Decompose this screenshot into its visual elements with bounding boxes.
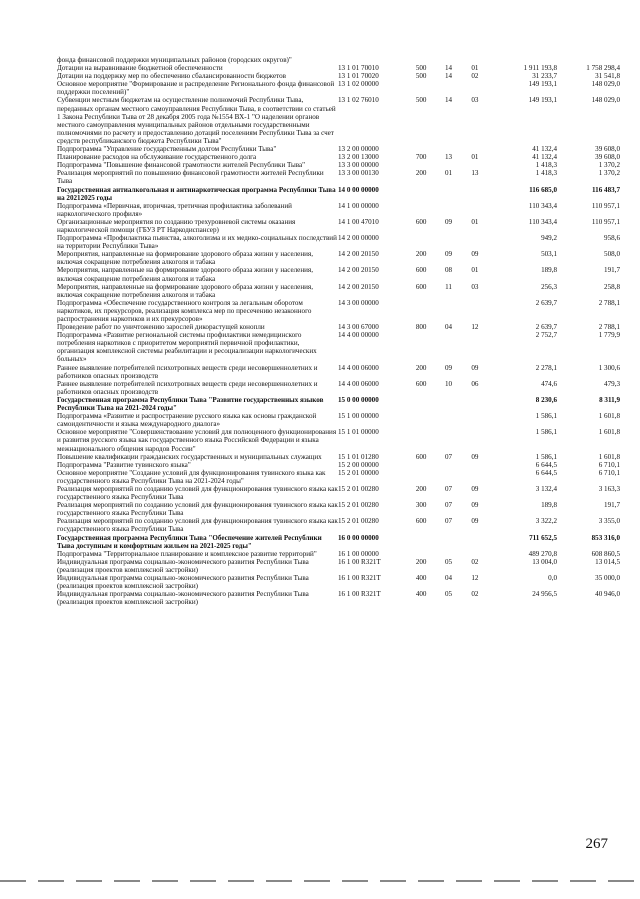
row-code: 13 2 00 00000 bbox=[337, 145, 379, 154]
row-code: 16 1 00 R321T bbox=[337, 557, 381, 566]
row-name: Дотации на поддержку мер по обеспечению сбалансированности бюджетов bbox=[57, 72, 287, 81]
table-row bbox=[57, 283, 620, 299]
table-row bbox=[57, 64, 620, 72]
row-code: 13 1 01 70010 bbox=[337, 64, 379, 73]
row-name: Реализация мероприятий по повышению финансовой грамотности жителей Республики Тыва bbox=[57, 169, 324, 186]
row-subsection bbox=[461, 412, 489, 428]
row-subsection: 13 bbox=[471, 169, 479, 178]
row-section bbox=[436, 299, 460, 323]
row-expense-type: 600 bbox=[415, 517, 427, 526]
row-expense-type: 600 bbox=[415, 282, 427, 291]
row-subsection bbox=[461, 80, 489, 96]
row-amount-year-2: 1 370,2 bbox=[598, 169, 620, 178]
row-code: 14 4 00 00000 bbox=[337, 331, 379, 340]
row-amount-year-2: 1 601,8 bbox=[598, 452, 620, 461]
row-name: Подпрограмма «Профилактика пьянства, алкоголизма и их медико-социальных последствий на территории Республики Тыва» bbox=[57, 234, 337, 251]
table-row bbox=[57, 186, 620, 202]
row-amount-year-1: 41 132,4 bbox=[532, 145, 558, 154]
row-name: Государственная программа Республики Тыва "Обеспечение жителей Республики Тыва доступным и комфортным жильем на 2021-2025 годы" bbox=[57, 533, 322, 550]
row-code: 15 2 01 00000 bbox=[337, 468, 379, 477]
row-amount-year-2: 110 957,1 bbox=[591, 201, 620, 210]
row-subsection bbox=[461, 299, 489, 323]
row-expense-type bbox=[406, 461, 436, 469]
row-subsection bbox=[461, 202, 489, 218]
row-subsection bbox=[461, 186, 489, 202]
row-code: 14 3 00 00000 bbox=[337, 298, 379, 307]
row-subsection: 09 bbox=[471, 484, 479, 493]
row-section: 07 bbox=[444, 484, 453, 493]
row-expense-type bbox=[406, 56, 436, 64]
row-code: 13 3 00 00130 bbox=[337, 169, 379, 178]
row-expense-type: 600 bbox=[415, 217, 427, 226]
row-section: 04 bbox=[444, 323, 453, 332]
table-row bbox=[57, 202, 620, 218]
row-code: 15 2 01 00280 bbox=[337, 517, 379, 526]
row-section: 07 bbox=[444, 501, 453, 510]
row-section bbox=[436, 186, 460, 202]
row-expense-type: 200 bbox=[415, 557, 427, 566]
table-row bbox=[57, 145, 620, 153]
row-amount-year-1: 149 193,1 bbox=[528, 80, 558, 89]
row-section bbox=[436, 331, 460, 363]
row-name: Раннее выявление потребителей психотропных веществ среди несовершеннолетних и работников опасных производств bbox=[57, 379, 318, 396]
row-name: Реализация мероприятий по созданию условий для функционирования тувинского языка как государственного языка Республики Тыва bbox=[57, 517, 338, 534]
row-code: 15 1 01 00000 bbox=[337, 428, 379, 437]
row-amount-year-1: 24 956,5 bbox=[532, 590, 558, 599]
row-subsection bbox=[461, 331, 489, 363]
row-code bbox=[338, 56, 406, 64]
row-amount-year-1: 0,0 bbox=[548, 574, 558, 582]
row-amount-year-2: 110 957,1 bbox=[591, 217, 620, 226]
row-amount-year-2: 39 608,0 bbox=[595, 145, 620, 154]
row-amount-year-2: 191,7 bbox=[604, 266, 620, 275]
row-subsection bbox=[461, 469, 489, 485]
row-amount-year-1: 3 132,4 bbox=[535, 484, 558, 493]
row-code: 14 2 00 20150 bbox=[337, 282, 379, 291]
row-expense-type bbox=[406, 234, 436, 250]
row-name: Индивидуальная программа социально-экономического развития Республики Тыва (реализация проектов комплексной застройки) bbox=[57, 557, 309, 574]
row-expense-type: 400 bbox=[415, 590, 427, 599]
row-name: Основное мероприятие "Создание условий для функционирования тувинского языка как государственного языка Республики Тыва на 2021-2024 годы" bbox=[57, 468, 326, 485]
row-amount-year-1: 13 004,0 bbox=[532, 557, 558, 566]
row-code: 14 3 00 67000 bbox=[337, 323, 379, 332]
table-row bbox=[57, 469, 620, 485]
row-code: 13 1 01 70020 bbox=[337, 72, 379, 81]
row-amount-year-1: 711 652,5 bbox=[529, 533, 558, 542]
table-row bbox=[57, 331, 620, 363]
table-row bbox=[57, 501, 620, 517]
row-amount-year-2: 1 601,8 bbox=[598, 412, 620, 421]
row-amount-year-2: 148 029,0 bbox=[591, 96, 620, 105]
row-section bbox=[436, 550, 460, 558]
row-section: 09 bbox=[444, 363, 453, 372]
row-code: 15 1 01 01280 bbox=[337, 452, 379, 461]
row-amount-year-2: 13 014,5 bbox=[595, 557, 620, 566]
row-expense-type: 600 bbox=[415, 266, 427, 275]
row-subsection: 09 bbox=[471, 501, 479, 510]
row-expense-type bbox=[406, 428, 436, 452]
row-section bbox=[436, 234, 460, 250]
row-subsection bbox=[461, 534, 489, 550]
row-amount-year-2 bbox=[557, 56, 620, 64]
row-section bbox=[436, 461, 460, 469]
row-subsection bbox=[461, 56, 489, 64]
row-name: Дотации на выравнивание бюджетной обеспеченности bbox=[57, 64, 223, 73]
row-section: 14 bbox=[444, 72, 453, 81]
row-amount-year-2: 1 300,6 bbox=[598, 363, 620, 372]
row-amount-year-1: 8 230,6 bbox=[535, 395, 558, 404]
row-amount-year-2: 8 311,9 bbox=[599, 395, 620, 404]
row-name: Государственная программа Республики Тыва "Развитие государственных языков Республики Тыва на 2021-2024 годы" bbox=[57, 395, 324, 413]
row-name: Раннее выявление потребителей психотропных веществ среди несовершеннолетних и работников опасных производств bbox=[57, 363, 318, 380]
table-row bbox=[57, 96, 620, 145]
row-amount-year-1: 1 418,3 bbox=[535, 169, 558, 178]
table-row bbox=[57, 266, 620, 282]
row-code: 14 0 00 00000 bbox=[337, 185, 379, 194]
row-amount-year-1: 1 586,1 bbox=[535, 412, 558, 421]
row-code: 16 1 00 R321T bbox=[337, 590, 381, 599]
row-name: Проведение работ по уничтожению зарослей дикорастущей конопли bbox=[57, 323, 265, 332]
row-name: Повышение квалификации гражданских государственных и муниципальных служащих bbox=[57, 452, 322, 461]
table-row bbox=[57, 534, 620, 550]
row-section: 09 bbox=[444, 250, 453, 259]
row-name: Подпрограмма «Первичная, вторичная, третичная профилактика заболеваний наркологического профиля» bbox=[57, 201, 292, 218]
row-amount-year-2: 608 860,5 bbox=[591, 549, 620, 558]
row-subsection bbox=[461, 550, 489, 558]
row-name: Подпрограмма «Обеспечение государственного контроля за легальным оборотом наркотиков, их прекурсоров, реализация комплекса мер по пресечению незаконного распространения наркотиков и их прекурсоров» bbox=[57, 298, 312, 323]
row-amount-year-2: 39 608,0 bbox=[595, 153, 620, 162]
row-name: Индивидуальная программа социально-экономического развития Республики Тыва (реализация проектов комплексной застройки) bbox=[57, 574, 309, 591]
row-amount-year-2: 116 483,7 bbox=[592, 185, 620, 194]
row-code: 14 4 00 06000 bbox=[337, 363, 379, 372]
row-code: 14 2 00 20150 bbox=[337, 266, 379, 275]
row-name: Мероприятия, направленные на формирование здорового образа жизни у населения, включая сокращение потребления алкоголя и табака bbox=[57, 250, 313, 267]
row-amount-year-1: 110 343,4 bbox=[528, 217, 558, 226]
row-section: 05 bbox=[444, 590, 453, 599]
row-section: 14 bbox=[444, 96, 453, 105]
row-expense-type: 700 bbox=[415, 153, 427, 162]
row-section bbox=[436, 534, 460, 550]
row-expense-type: 500 bbox=[415, 72, 427, 81]
row-section bbox=[436, 428, 460, 452]
row-amount-year-1: 2 639,7 bbox=[535, 298, 558, 307]
row-subsection bbox=[461, 396, 489, 412]
row-subsection: 12 bbox=[471, 574, 479, 582]
row-section bbox=[436, 80, 460, 96]
row-name: Субвенции местным бюджетам на осуществление полномочий Республики Тыва, переданных органам местного самоуправления Республики Тыва, в соответствии со статьей 1 Закона Республики Тыва от 28 декабря 2005 года №1554 ВХ-1 "О наделении органов местного самоуправления муниципальных районов отдельными государственными полномочиями по расчету и предоставлению дотаций поселениям Республики Тыва за счет средств республиканского бюджета Республики Тыва" bbox=[57, 96, 336, 145]
row-amount-year-1: 41 132,4 bbox=[532, 153, 558, 162]
row-amount-year-2: 191,7 bbox=[604, 501, 620, 510]
row-name: Организационные мероприятия по созданию трехуровневой системы оказания наркологической помощи (ГБУЗ РТ Наркодиспансер) bbox=[57, 217, 296, 234]
row-amount-year-1: 149 193,1 bbox=[528, 96, 558, 105]
row-amount-year-2: 2 788,1 bbox=[598, 323, 620, 332]
row-expense-type bbox=[406, 331, 436, 363]
row-section: 01 bbox=[444, 169, 453, 178]
row-amount-year-1: 1 586,1 bbox=[535, 452, 558, 461]
table-row bbox=[57, 558, 620, 574]
row-section bbox=[436, 202, 460, 218]
row-section: 04 bbox=[444, 574, 453, 582]
footer-divider bbox=[0, 880, 640, 882]
row-amount-year-2: 40 946,0 bbox=[595, 590, 620, 599]
table-row bbox=[57, 80, 620, 96]
table-row bbox=[57, 485, 620, 501]
row-code: 15 2 00 00000 bbox=[337, 460, 379, 469]
table-row bbox=[57, 396, 620, 412]
row-expense-type bbox=[406, 80, 436, 96]
row-amount-year-1: 256,3 bbox=[541, 282, 558, 291]
row-expense-type bbox=[406, 550, 436, 558]
row-amount-year-1: 189,8 bbox=[541, 266, 558, 275]
row-section bbox=[436, 161, 460, 169]
row-subsection bbox=[461, 234, 489, 250]
row-section: 09 bbox=[444, 217, 453, 226]
row-subsection bbox=[461, 161, 489, 169]
row-expense-type bbox=[406, 412, 436, 428]
row-name: Мероприятия, направленные на формирование здорового образа жизни у населения, включая сокращение потребления алкоголя и табака bbox=[57, 282, 313, 299]
row-code: 16 0 00 00000 bbox=[337, 533, 379, 542]
row-amount-year-2: 1 370,2 bbox=[598, 161, 620, 170]
row-section: 07 bbox=[444, 517, 453, 526]
row-code: 13 2 00 13000 bbox=[337, 153, 379, 162]
row-amount-year-1: 1 418,3 bbox=[535, 161, 558, 170]
row-amount-year-2: 148 029,0 bbox=[591, 80, 620, 89]
row-name: Индивидуальная программа социально-экономического развития Республики Тыва (реализация проектов комплексной застройки) bbox=[57, 590, 309, 607]
row-subsection bbox=[461, 145, 489, 153]
row-subsection bbox=[461, 428, 489, 452]
row-amount-year-1: 1 586,1 bbox=[535, 428, 558, 437]
row-amount-year-1: 6 644,5 bbox=[535, 468, 558, 477]
row-name: Подпрограмма "Развитие тувинского языка" bbox=[57, 460, 191, 469]
row-name: Планирование расходов на обслуживание государственного долга bbox=[57, 153, 257, 162]
row-amount-year-2: 508,0 bbox=[604, 250, 620, 259]
budget-table bbox=[57, 56, 620, 606]
row-section bbox=[436, 56, 460, 64]
row-section: 14 bbox=[444, 64, 453, 73]
table-row bbox=[57, 412, 620, 428]
row-code: 14 4 00 06000 bbox=[337, 379, 379, 388]
table-row bbox=[57, 161, 620, 169]
row-section bbox=[436, 396, 460, 412]
row-section: 11 bbox=[445, 282, 452, 291]
table-row bbox=[57, 550, 620, 558]
row-amount-year-2: 1 601,8 bbox=[598, 428, 620, 437]
row-code: 13 1 02 76010 bbox=[337, 96, 379, 105]
row-section bbox=[436, 469, 460, 485]
row-expense-type bbox=[406, 534, 436, 550]
row-amount-year-2: 3 355,0 bbox=[598, 517, 620, 526]
row-name: Подпрограмма "Повышение финансовой грамотности жителей Республики Тыва" bbox=[57, 161, 306, 170]
row-code: 13 3 00 00000 bbox=[337, 161, 379, 170]
row-subsection: 02 bbox=[471, 590, 479, 599]
row-subsection: 09 bbox=[471, 363, 479, 372]
row-subsection: 03 bbox=[471, 96, 479, 105]
table-row bbox=[57, 250, 620, 266]
page-number: 267 bbox=[585, 836, 608, 852]
row-expense-type bbox=[406, 469, 436, 485]
row-code: 15 2 01 00280 bbox=[337, 501, 379, 510]
table-row bbox=[57, 364, 620, 380]
row-amount-year-1: 949,2 bbox=[541, 234, 558, 243]
row-subsection bbox=[461, 461, 489, 469]
row-name: Подпрограмма "Территориальное планирование и комплексное развитие территорий" bbox=[57, 549, 317, 558]
row-amount-year-2: 479,3 bbox=[604, 379, 620, 388]
row-amount-year-2: 35 000,0 bbox=[595, 574, 620, 582]
row-name: Подпрограмма «Развитие региональной системы профилактики немедицинского потребления наркотиков с приоритетом мероприятий первичной профилактики, организация комплексной системы реабилитации и ресоциализации наркологических больных» bbox=[57, 331, 317, 364]
row-subsection: 03 bbox=[471, 282, 479, 291]
row-amount-year-2: 3 163,3 bbox=[598, 484, 620, 493]
table-row bbox=[57, 234, 620, 250]
budget-table-body bbox=[57, 56, 620, 606]
row-amount-year-2: 31 541,8 bbox=[595, 72, 620, 81]
row-subsection: 09 bbox=[471, 250, 479, 259]
table-row bbox=[57, 153, 620, 161]
row-expense-type: 300 bbox=[415, 501, 427, 510]
row-section: 13 bbox=[444, 153, 453, 162]
row-code: 16 1 00 R321T bbox=[337, 574, 381, 582]
row-name: Подпрограмма «Развитие и распространение русского языка как основы гражданской самоидентичности и языка международного диалога» bbox=[57, 412, 317, 429]
row-amount-year-1: 2 278,1 bbox=[535, 363, 558, 372]
row-expense-type bbox=[406, 186, 436, 202]
row-code: 14 2 00 00000 bbox=[337, 234, 379, 243]
row-amount-year-1: 2 752,7 bbox=[535, 331, 558, 340]
row-subsection: 01 bbox=[471, 153, 479, 162]
row-expense-type: 500 bbox=[415, 64, 427, 73]
table-row bbox=[57, 461, 620, 469]
row-amount-year-2: 6 710,1 bbox=[598, 460, 620, 469]
table-row bbox=[57, 56, 620, 64]
table-row bbox=[57, 323, 620, 331]
row-expense-type: 400 bbox=[415, 574, 427, 582]
row-amount-year-1: 1 911 193,8 bbox=[523, 64, 558, 73]
table-row bbox=[57, 428, 620, 452]
row-section bbox=[436, 412, 460, 428]
row-amount-year-2: 853 316,0 bbox=[591, 533, 620, 542]
table-row bbox=[57, 299, 620, 323]
row-code: 15 0 00 00000 bbox=[337, 395, 379, 404]
row-expense-type: 600 bbox=[415, 452, 427, 461]
table-row bbox=[57, 72, 620, 80]
row-name: Реализация мероприятий по созданию условий для функционирования тувинского языка как государственного языка Республики Тыва bbox=[57, 501, 338, 518]
row-amount-year-1: 110 343,4 bbox=[528, 201, 558, 210]
table-row bbox=[57, 380, 620, 396]
row-name: Подпрограмма "Управление государственным долгом Республики Тыва" bbox=[57, 145, 277, 154]
row-name: Реализация мероприятий по созданию условий для функционирования тувинского языка как государственного языка Республики Тыва bbox=[57, 484, 338, 502]
row-name: Основное мероприятие "Совершенствование условий для полноценного функционирования и развития русского языка как государственного языка Российской Федерации и языка межнационального общения народов России" bbox=[57, 428, 337, 453]
row-amount-year-1: 116 685,0 bbox=[529, 185, 558, 194]
row-amount-year-2: 1 779,9 bbox=[598, 331, 620, 340]
table-row bbox=[57, 218, 620, 234]
row-code: 13 1 02 00000 bbox=[337, 80, 379, 89]
table-row bbox=[57, 169, 620, 185]
row-amount-year-1 bbox=[489, 56, 557, 64]
row-subsection: 01 bbox=[471, 217, 479, 226]
row-code: 14 1 00 47010 bbox=[337, 217, 379, 226]
row-amount-year-1: 474,6 bbox=[541, 379, 558, 388]
row-expense-type: 200 bbox=[415, 169, 427, 178]
row-amount-year-1: 503,1 bbox=[541, 250, 558, 259]
row-subsection: 02 bbox=[471, 557, 479, 566]
row-expense-type: 200 bbox=[415, 250, 427, 259]
row-expense-type bbox=[406, 396, 436, 412]
row-name: Основное мероприятие "Формирование и распределение Регионального фонда финансовой поддержки поселений)" bbox=[57, 80, 335, 97]
row-section: 10 bbox=[444, 379, 453, 388]
table-row bbox=[57, 453, 620, 461]
row-expense-type bbox=[406, 161, 436, 169]
row-subsection: 09 bbox=[471, 517, 479, 526]
row-amount-year-1: 189,8 bbox=[541, 501, 558, 510]
row-code: 15 2 01 00280 bbox=[337, 484, 379, 493]
row-expense-type: 600 bbox=[415, 379, 427, 388]
row-section bbox=[436, 145, 460, 153]
row-amount-year-2: 958,6 bbox=[604, 234, 620, 243]
row-code: 14 2 00 20150 bbox=[337, 250, 379, 259]
row-code: 16 1 00 00000 bbox=[337, 549, 379, 558]
row-subsection: 01 bbox=[471, 266, 479, 275]
row-expense-type: 500 bbox=[415, 96, 427, 105]
row-name: Мероприятия, направленные на формирование здорового образа жизни у населения, включая сокращение потребления алкоголя и табака bbox=[57, 266, 313, 283]
row-section: 05 bbox=[444, 557, 453, 566]
row-expense-type: 200 bbox=[415, 484, 427, 493]
row-amount-year-2: 258,8 bbox=[604, 282, 620, 291]
row-name: фонда финансовой поддержки муниципальных районов (городских округов)" bbox=[57, 56, 292, 64]
row-amount-year-1: 3 322,2 bbox=[535, 517, 558, 526]
row-section: 07 bbox=[444, 452, 453, 461]
row-subsection: 01 bbox=[471, 64, 479, 73]
row-amount-year-1: 489 270,8 bbox=[528, 549, 558, 558]
row-subsection: 06 bbox=[471, 379, 479, 388]
row-amount-year-2: 6 710,1 bbox=[598, 468, 620, 477]
row-section: 08 bbox=[444, 266, 453, 275]
row-expense-type bbox=[406, 202, 436, 218]
row-expense-type bbox=[406, 145, 436, 153]
row-expense-type bbox=[406, 299, 436, 323]
row-amount-year-1: 2 639,7 bbox=[535, 323, 558, 332]
table-row bbox=[57, 517, 620, 533]
row-amount-year-1: 31 233,7 bbox=[532, 72, 558, 81]
table-row bbox=[57, 590, 620, 606]
row-amount-year-1: 6 644,5 bbox=[535, 460, 558, 469]
table-row bbox=[57, 574, 620, 590]
row-code: 14 1 00 00000 bbox=[337, 201, 379, 210]
row-amount-year-2: 1 758 298,4 bbox=[586, 64, 620, 73]
row-expense-type: 200 bbox=[415, 363, 427, 372]
row-code: 15 1 00 00000 bbox=[337, 412, 379, 421]
row-subsection: 12 bbox=[471, 323, 479, 332]
row-name: Государственная антиалкогольная и антинаркотическая программа Республики Тыва на 20212025 годы bbox=[57, 185, 336, 202]
row-amount-year-2: 2 788,1 bbox=[598, 298, 620, 307]
row-expense-type: 800 bbox=[415, 323, 427, 332]
row-subsection: 02 bbox=[471, 72, 479, 81]
row-subsection: 09 bbox=[471, 452, 479, 461]
